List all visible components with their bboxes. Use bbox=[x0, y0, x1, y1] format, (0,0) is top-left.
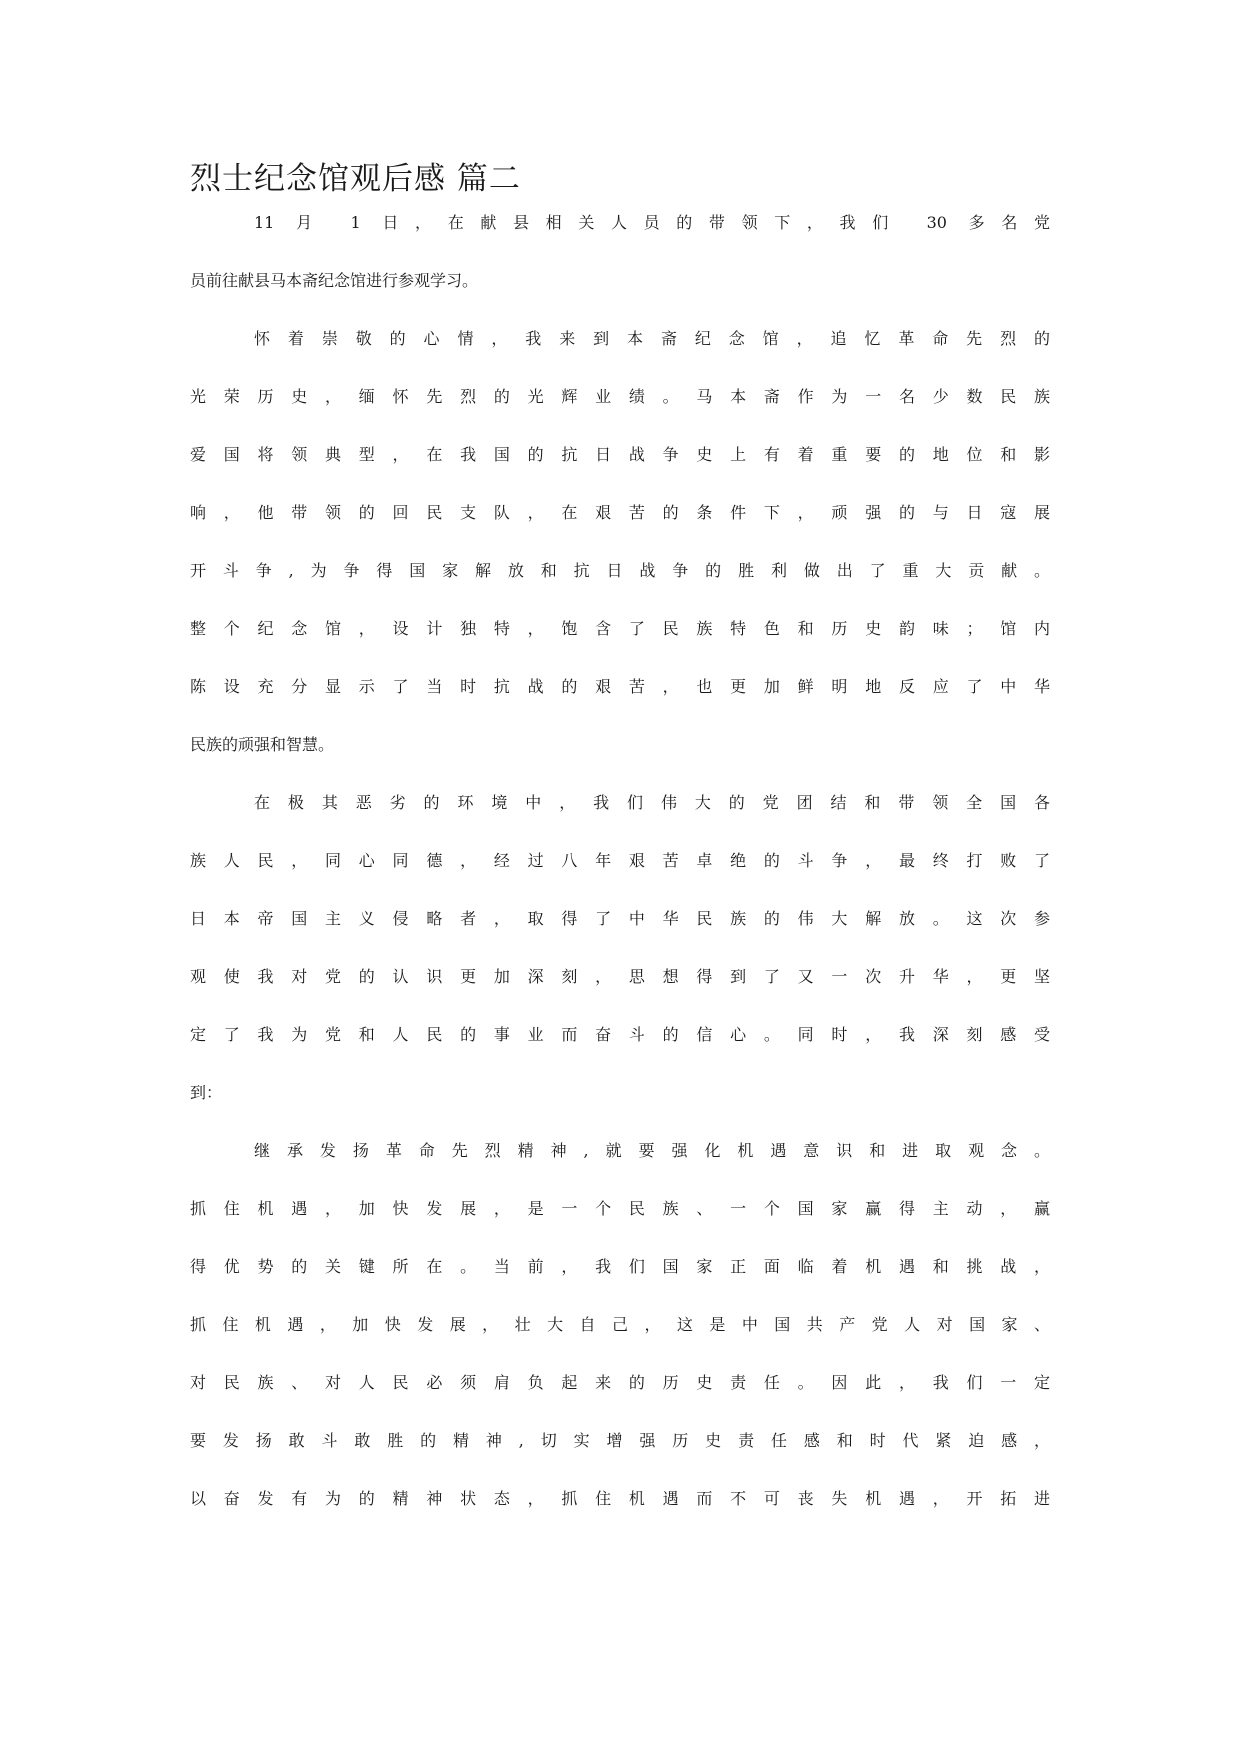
paragraph-line: 对民族、对人民必须肩负起来的历史责任。因此，我们一定 bbox=[190, 1373, 1050, 1392]
paragraph-1 bbox=[190, 210, 1050, 326]
paragraph-line: 定了我为党和人民的事业而奋斗的信心。同时，我深刻感受 bbox=[190, 1025, 1050, 1044]
document-body bbox=[190, 150, 1050, 1544]
paragraph-3 bbox=[190, 790, 1050, 1138]
paragraph-line: 要发扬敢斗敢胜的精神,切实增强历史责任感和时代紧迫感， bbox=[190, 1431, 1050, 1450]
paragraph-2 bbox=[190, 326, 1050, 790]
paragraph-line: 开斗争,为争得国家解放和抗日战争的胜利做出了重大贡献。 bbox=[190, 561, 1050, 580]
paragraph-line: 11 月 1 日，在献县相关人员的带领下，我们 30 多名党 bbox=[254, 213, 1050, 232]
paragraph-line: 得优势的关键所在。当前，我们国家正面临着机遇和挑战， bbox=[190, 1257, 1050, 1276]
paragraph-line: 整个纪念馆，设计独特，饱含了民族特色和历史韵味；馆内 bbox=[190, 619, 1050, 638]
paragraph-line: 到： bbox=[190, 1083, 223, 1102]
paragraph-line: 陈设充分显示了当时抗战的艰苦，也更加鲜明地反应了中华 bbox=[190, 677, 1050, 696]
paragraph-line: 怀着崇敬的心情，我来到本斋纪念馆，追忆革命先烈的 bbox=[254, 329, 1050, 348]
paragraph-line: 抓住机遇，加快发展，是一个民族、一个国家赢得主动，赢 bbox=[190, 1199, 1050, 1218]
paragraph-line: 日本帝国主义侵略者，取得了中华民族的伟大解放。这次参 bbox=[190, 909, 1050, 928]
document-title: 烈士纪念馆观后感 篇二 bbox=[190, 161, 521, 197]
paragraph-line: 族人民，同心同德，经过八年艰苦卓绝的斗争，最终打败了 bbox=[190, 851, 1050, 870]
paragraph-4 bbox=[190, 1138, 1050, 1544]
paragraph-line: 继承发扬革命先烈精神,就要强化机遇意识和进取观念。 bbox=[254, 1141, 1050, 1160]
paragraph-line: 在极其恶劣的环境中，我们伟大的党团结和带领全国各 bbox=[254, 793, 1050, 812]
paragraph-line: 爱国将领典型，在我国的抗日战争史上有着重要的地位和影 bbox=[190, 445, 1050, 464]
paragraph-line: 以奋发有为的精神状态，抓住机遇而不可丧失机遇，开拓进 bbox=[190, 1489, 1050, 1508]
paragraph-line: 观使我对党的认识更加深刻，思想得到了又一次升华，更坚 bbox=[190, 967, 1050, 986]
paragraph-line: 民族的顽强和智慧。 bbox=[190, 735, 335, 754]
paragraph-line: 抓住机遇，加快发展，壮大自己，这是中国共产党人对国家、 bbox=[190, 1315, 1050, 1334]
paragraph-line: 响，他带领的回民支队，在艰苦的条件下，顽强的与日寇展 bbox=[190, 503, 1050, 522]
paragraph-line: 光荣历史，缅怀先烈的光辉业绩。马本斋作为一名少数民族 bbox=[190, 387, 1050, 406]
paragraph-line: 员前往献县马本斋纪念馆进行参观学习。 bbox=[190, 271, 479, 290]
